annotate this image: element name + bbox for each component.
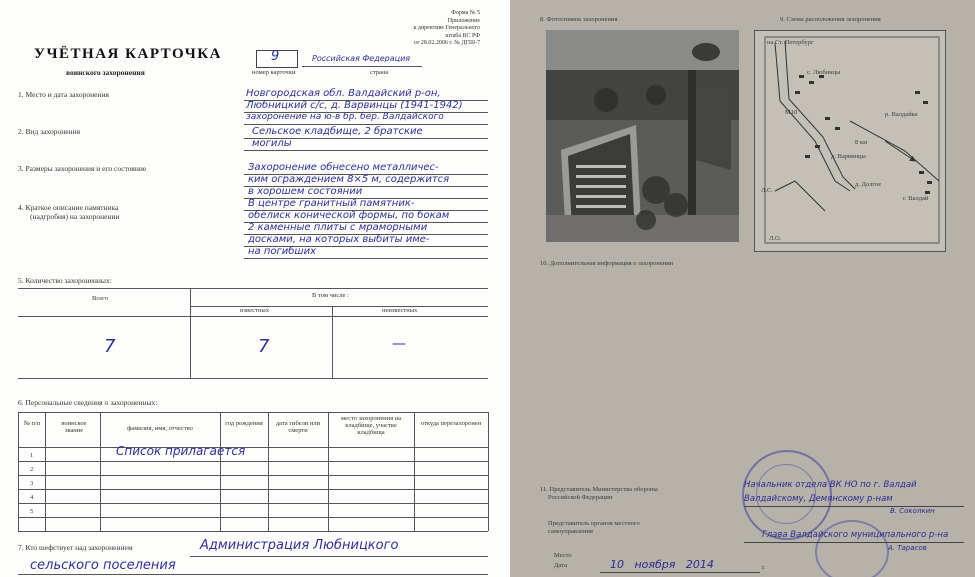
- col-name: фамилия, имя, отчество: [127, 425, 193, 432]
- local-stamp: [815, 520, 889, 577]
- place-line-3: захоронение на ю-в бр. бер. Валдайского: [246, 112, 444, 122]
- size-line-3: в хорошем состоянии: [248, 186, 363, 197]
- monument-label-2: (надгробия) на захоронении: [30, 212, 120, 221]
- map-to-spb: на Ст. Петербург: [767, 39, 814, 46]
- local-signature-name: А. Тарасов: [888, 544, 927, 552]
- col-birth: год рождения: [225, 420, 263, 427]
- form-appendix: Приложение: [447, 17, 480, 24]
- country-value: Российская Федерация: [312, 54, 411, 63]
- col-death: дата гибели или смерти: [275, 420, 321, 434]
- monument-label-1: 4. Краткое описание памятника: [18, 203, 119, 212]
- date-value: 10 ноября 2014: [610, 558, 714, 571]
- location-map: [754, 30, 946, 252]
- counts-unknown-label: неизвестных: [382, 307, 418, 314]
- card-back-page: [510, 0, 975, 577]
- monument-line-1: В центре гранитный памятник-: [248, 198, 415, 209]
- monument-line-3: 2 каменные плиты с мраморными: [248, 222, 428, 233]
- date-year-suffix: г.: [762, 564, 766, 571]
- form-directive-2: штаба ВС РФ: [445, 32, 480, 39]
- local-signature: Глава Валдайского муниципального р-на: [762, 530, 949, 540]
- country-label: страна: [370, 69, 389, 76]
- card-number: 9: [271, 49, 280, 64]
- card-number-label: номер карточки: [252, 69, 296, 76]
- patron-line-1: Администрация Любницкого: [200, 538, 399, 553]
- counts-of-which-label: В том числе :: [312, 292, 349, 299]
- card-title: УЧЁТНАЯ КАРТОЧКА: [34, 46, 222, 62]
- place-label: 1. Место и дата захоронения: [18, 90, 109, 99]
- mod-rep-1: 11. Представитель Министерства обороны: [540, 486, 658, 493]
- mod-signature-2: Валдайскому, Демянскому р-нам: [744, 494, 893, 504]
- col-place: место захоронения на кладбище, участке кладбища: [340, 415, 402, 436]
- row-2-no: 2: [30, 466, 34, 473]
- counts-label: 5. Количество захороненных:: [18, 276, 112, 285]
- type-line-2: могилы: [252, 138, 292, 149]
- counts-total: 7: [104, 336, 116, 357]
- monument-line-5: на погибших: [248, 246, 316, 257]
- local-rep-1: Представитель органов местного: [548, 520, 640, 527]
- row-1-no: 1: [30, 452, 34, 459]
- type-label: 2. Вид захоронения: [18, 127, 81, 136]
- col-no: № п/п: [23, 420, 41, 427]
- counts-total-label: Всего: [92, 295, 108, 302]
- map-label: 9. Схема расположения захоронения: [780, 16, 881, 23]
- counts-unknown: —: [392, 336, 406, 352]
- list-note: Список прилагается: [116, 444, 246, 458]
- personal-label: 6. Персональные сведения о захороненных:: [18, 398, 158, 407]
- photo-label: 8. Фотоснимок захоронения: [540, 16, 618, 23]
- map-varvintsy: д. Варвинцы: [831, 153, 866, 160]
- date-field-label: Дата: [554, 562, 567, 569]
- form-number: Форма № 5: [451, 10, 480, 16]
- extra-info-label: 10. Дополнительная информация о захоронении: [540, 260, 674, 267]
- size-line-2: ким ограждением 8×5 м, содержится: [248, 174, 450, 185]
- patron-line-2: сельского поселения: [30, 558, 176, 573]
- row-3-no: 3: [30, 480, 34, 487]
- place-line-1: Новгородская обл. Валдайский р-он,: [246, 88, 441, 99]
- mod-rep-2: Российской Федерации: [548, 494, 613, 501]
- monument-line-4: досками, на которых выбиты име-: [248, 234, 430, 245]
- map-dolgoe: д. Долгое: [855, 181, 882, 188]
- counts-known: 7: [258, 336, 270, 357]
- row-4-no: 4: [30, 494, 34, 501]
- type-line-1: Сельское кладбище, 2 братские: [252, 126, 423, 137]
- col-from: откуда перезахоронен: [420, 420, 482, 427]
- map-valday: г. Валдай: [903, 195, 929, 202]
- size-label: 3. Размеры захоронения и его состояние: [18, 164, 147, 173]
- map-sketch: [755, 31, 945, 251]
- patron-label: 7. Кто шефствует над захоронением: [18, 543, 133, 552]
- map-lo: Л.О.: [769, 235, 782, 242]
- map-road: М10: [785, 109, 798, 116]
- row-5-no: 5: [30, 508, 34, 515]
- map-ls: Л.С.: [761, 187, 773, 194]
- mod-signature: Начальник отдела ВК НО по г. Валдай: [744, 480, 917, 490]
- map-valdayka: р. Валдайка: [885, 111, 918, 118]
- place-line-2: Любницкий с/с, д. Варвинцы (1941-1942): [246, 100, 463, 111]
- counts-known-label: известных: [240, 307, 269, 314]
- mod-signature-name: В. Соколкин: [890, 507, 935, 515]
- card-subtitle: воинского захоронения: [66, 68, 145, 77]
- size-line-1: Захоронение обнесено металличес-: [248, 162, 439, 173]
- place-field-label: Место: [554, 552, 572, 559]
- photo-image: [546, 30, 739, 242]
- form-directive-1: к директиве Генерального: [413, 25, 480, 31]
- map-dist: 8 км: [855, 139, 868, 146]
- col-rank: воинское звание: [61, 420, 87, 434]
- local-rep-2: самоуправления: [548, 528, 593, 535]
- form-directive-3: от 28.02.2006 г. № ДГШ-7: [413, 40, 480, 46]
- map-lyubnitsy: с. Любницы: [807, 69, 841, 76]
- burial-photo: [546, 30, 739, 242]
- monument-line-2: обелиск конической формы, по бокам: [248, 210, 450, 221]
- form-header: [400, 10, 480, 48]
